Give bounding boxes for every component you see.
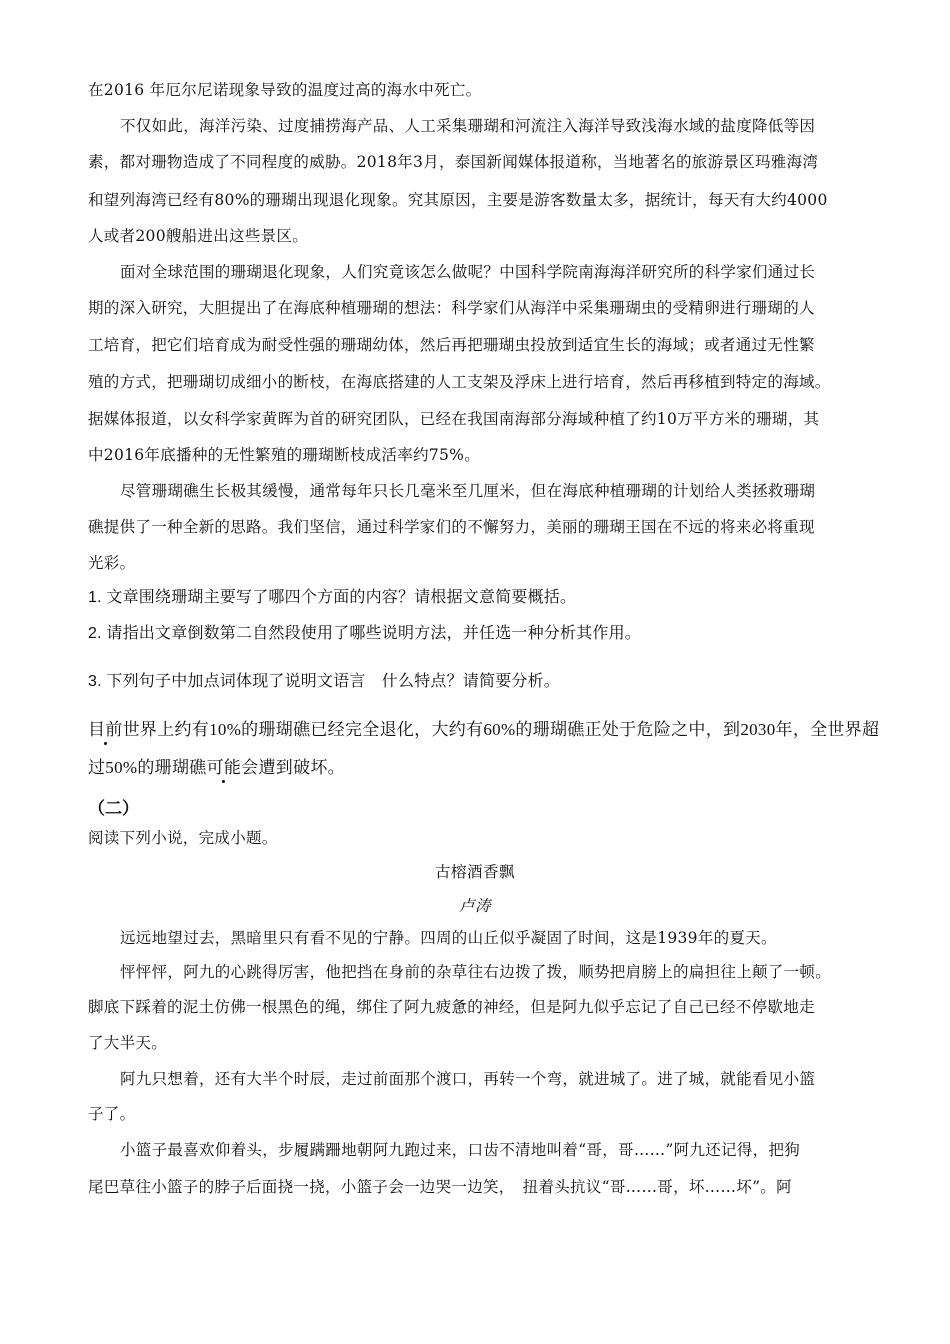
story-line: 远远地望过去，黑暗里只有看不见的宁静。四周的山丘似乎凝固了时间，这是1939年的夏天。	[120, 929, 777, 947]
quote-text: 过50%的珊瑚礁	[88, 758, 207, 777]
passage-line: 工培育，把它们培育成为耐受性强的珊瑚幼体，然后再把珊瑚虫投放到适宜生长的海域；或者通过无性繁	[88, 336, 815, 354]
quote-text: 会遭到破坏。	[241, 758, 345, 777]
dotted-word: 可能	[206, 758, 242, 777]
passage-line: 礁提供了一种全新的思路。我们坚信，通过科学家们的不懈努力，美丽的珊瑚王国在不远的将来必将重现	[88, 518, 815, 536]
story-line: 脚底下踩着的泥土仿佛一根黑色的绳，绑住了阿九疲惫的神经，但是阿九似乎忘记了自己已经不停歇地走	[88, 998, 815, 1016]
passage-line: 期的深入研究，大胆提出了在海底种植珊瑚的想法：科学家们从海洋中采集珊瑚虫的受精卵进行珊瑚的人	[88, 299, 815, 317]
story-line: 子了。	[88, 1105, 136, 1123]
story-line: 小篮子最喜欢仰着头，步履蹒跚地朝阿九跑过来，口齿不清地叫着“哥，哥……”阿九还记得，把狗	[120, 1141, 801, 1159]
story-title: 古榕酒香飘	[434, 863, 515, 881]
quote-text: 世界上约有10%的珊瑚礁已经完全退化，大约有60%的珊瑚礁正处于危险之中，到2030年，全世界超	[122, 720, 880, 739]
passage-line: 中2016年底播种的无性繁殖的珊瑚断枝成活率约75%。	[88, 446, 480, 464]
story-author: 卢涛	[458, 897, 491, 915]
question-3: 3. 下列句子中加点词体现了说明文语言 什么特点？请简要分析。	[88, 673, 560, 690]
story-line: 阿九只想着，还有大半个时辰，走过前面那个渡口，再转一个弯，就进城了。进了城，就能看见小篮	[120, 1070, 816, 1088]
passage-line: 在2016 年厄尔尼诺现象导致的温度过高的海水中死亡。	[88, 81, 482, 99]
passage-line: 不仅如此，海洋污染、过度捕捞海产品、人工采集珊瑚和河流注入海洋导致浅海水域的盐度降低等因	[120, 117, 816, 135]
dotted-word: 目前	[88, 720, 123, 739]
passage-line: 据媒体报道，以女科学家黄晖为首的研究团队，已经在我国南海部分海域种植了约10万平方米的珊瑚，其	[88, 410, 820, 428]
question-2: 2. 请指出文章倒数第二自然段使用了哪些说明方法，并任选一种分析其作用。	[88, 625, 641, 642]
section-instruction: 阅读下列小说，完成小题。	[88, 829, 278, 847]
quoted-sentence-line	[88, 720, 880, 740]
quoted-sentence-line	[88, 758, 868, 778]
passage-line: 素，都对珊物造成了不同程度的威胁。2018年3月，泰国新闻媒体报道称，当地著名的旅游景区玛雅海湾	[88, 153, 819, 171]
question-1: 1. 文章围绕珊瑚主要写了哪四个方面的内容？请根据文意简要概括。	[88, 589, 577, 606]
section-heading: （二）	[88, 799, 139, 818]
passage-line: 人或者200艘船进出这些景区。	[88, 227, 309, 245]
passage-line: 和望列海湾已经有80%的珊瑚出现退化现象。究其原因，主要是游客数量太多，据统计，每天有大约4000	[88, 191, 828, 209]
story-line: 怦怦怦，阿九的心跳得厉害，他把挡在身前的杂草往右边拨了拨，顺势把肩膀上的扁担往上颠了一顿。	[120, 963, 832, 981]
passage-line: 面对全球范围的珊瑚退化现象，人们究竟该怎么做呢？中国科学院南海海洋研究所的科学家们通过长	[120, 263, 816, 281]
story-line: 尾巴草往小篮子的脖子后面挠一挠，小篮子会一边哭一边笑， 扭着头抗议“哥……哥，坏……坏”。阿	[88, 1178, 792, 1196]
passage-line: 光彩。	[88, 554, 136, 572]
passage-line: 尽管珊瑚礁生长极其缓慢，通常每年只长几毫米至几厘米，但在海底种植珊瑚的计划给人类拯救珊瑚	[120, 482, 816, 500]
passage-line: 殖的方式，把珊瑚切成细小的断枝，在海底搭建的人工支架及浮床上进行培育，然后再移植到特定的海域。	[88, 373, 831, 391]
story-line: 了大半天。	[88, 1034, 168, 1052]
